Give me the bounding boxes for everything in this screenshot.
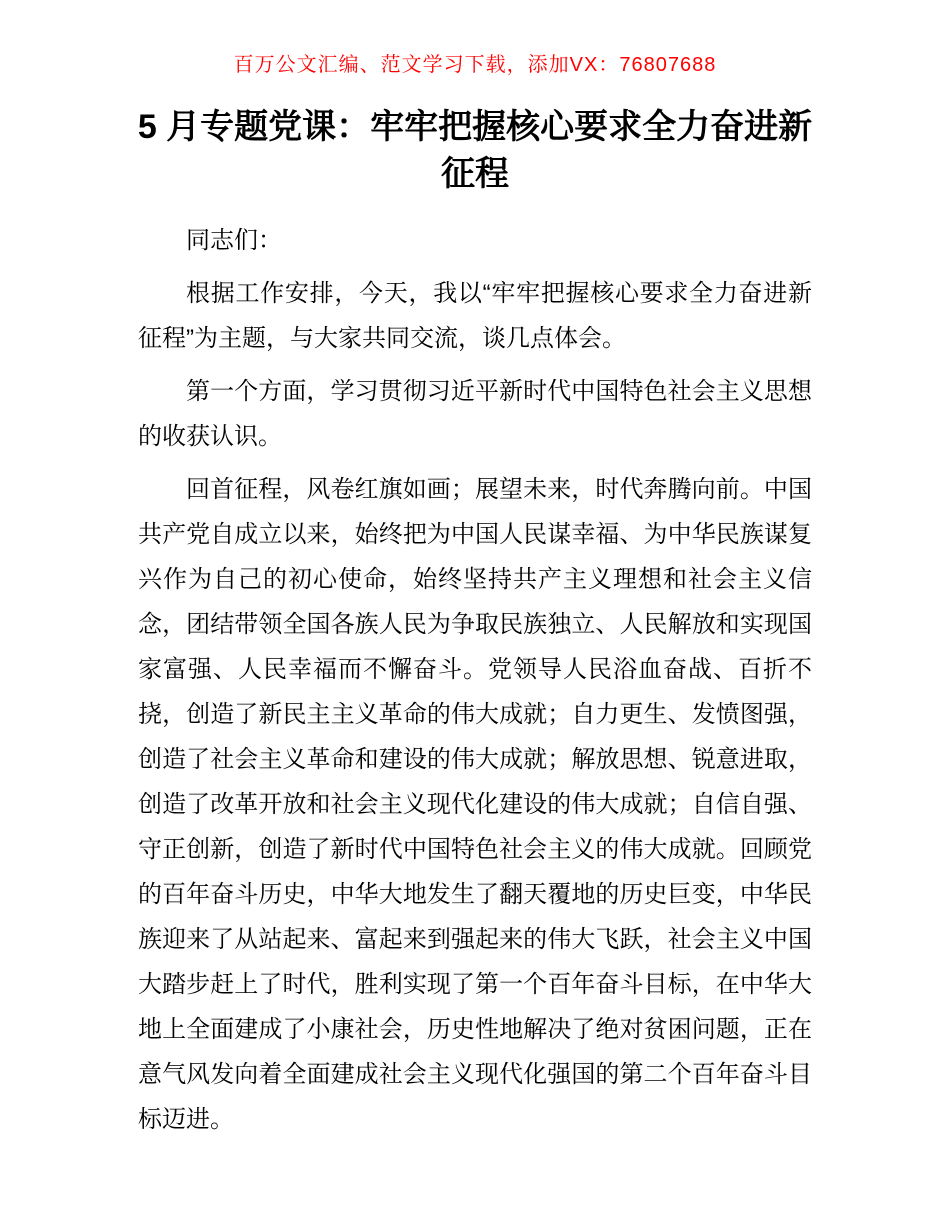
document-body — [138, 218, 812, 1142]
paragraph: 同志们： — [186, 227, 282, 254]
paragraph: 第一个方面，学习贯彻习近平新时代中国特色社会主义思想的收获认识。 — [138, 378, 812, 450]
paragraph: 根据工作安排，今天，我以“牢牢把握核心要求全力奋进新征程”为主题，与大家共同交流，谈几点体会。 — [138, 280, 812, 352]
paragraph: 回首征程，风卷红旗如画；展望未来，时代奔腾向前。中国共产党自成立以来，始终把为中国人民谋幸福、为中华民族谋复兴作为自己的初心使命，始终坚持共产主义理想和社会主义信念，团结带领全国各族人民为争取民族独立、人民解放和实现国家富强、人民幸福而不懈奋斗。党领导人民浴血奋战、百折不挠，创造了新民主主义革命的伟大成就；自力更生、发愤图强，创造了社会主义革命和建设的伟大成就；解放思想、锐意进取，创造了改革开放和社会主义现代化建设的伟大成就；自信自强、守正创新，创造了新时代中国特色社会主义的伟大成就。回顾党的百年奋斗历史，中华大地发生了翻天覆地的历史巨变，中华民族迎来了从站起来、富起来到强起来的伟大飞跃，社会主义中国大踏步赶上了时代，胜利实现了第一个百年奋斗目标，在中华大地上全面建成了小康社会，历史性地解决了绝对贫困问题，正在意气风发向着全面建成社会主义现代化强国的第二个百年奋斗目标迈进。 — [138, 476, 812, 1133]
watermark-banner: 百万公文汇编、范文学习下载，添加VX：76807688 — [233, 54, 717, 76]
page-title: 5 月专题党课：牢牢把握核心要求全力奋进新征程 — [137, 108, 813, 193]
